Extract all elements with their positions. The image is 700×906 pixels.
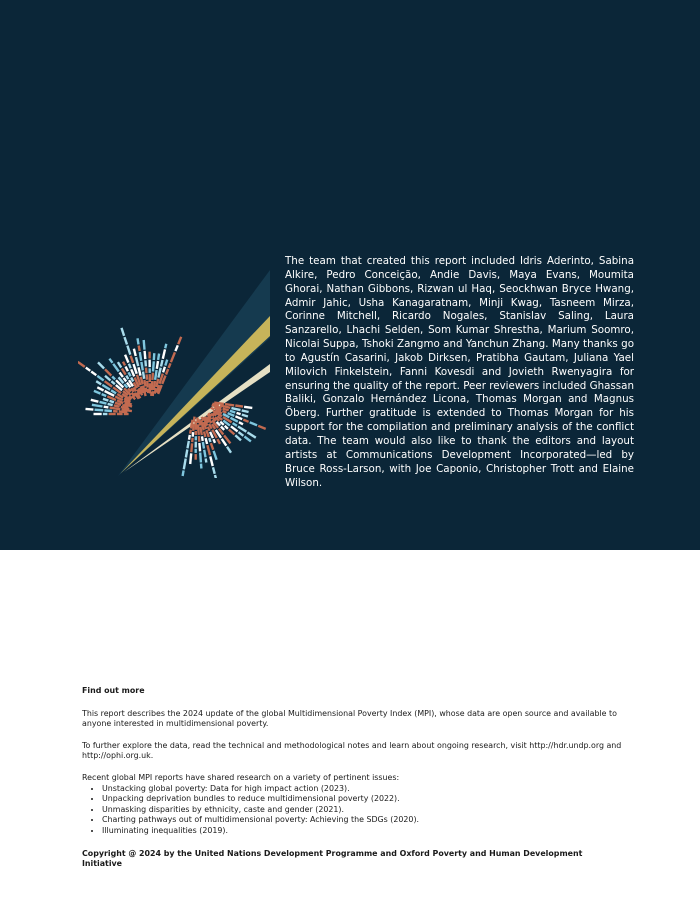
decorative-bar (94, 391, 101, 394)
decorative-bar (91, 372, 96, 376)
decorative-bar (210, 456, 212, 466)
decorative-bar (184, 459, 186, 470)
decorative-bar (221, 427, 224, 430)
decorative-bar (207, 445, 210, 455)
decorative-bar (169, 363, 171, 368)
decorative-bar (230, 411, 235, 413)
decorative-bar (124, 378, 127, 382)
decorative-bar (175, 345, 177, 351)
decorative-bar (244, 437, 251, 442)
decorative-bar (78, 362, 85, 367)
decorative-bar (97, 376, 103, 381)
decorative-bar (200, 453, 201, 463)
decorative-bar (204, 432, 205, 437)
decorative-bar (129, 372, 131, 376)
list-item: • Charting pathways out of multidimensional poverty: Achieving the SDGs (2020). (102, 815, 622, 826)
decorative-bar (95, 410, 104, 411)
decorative-bar (139, 346, 140, 351)
decorative-bar (143, 372, 144, 379)
decorative-bar (206, 430, 208, 437)
decorative-bar (129, 364, 131, 369)
decorative-bar (161, 360, 163, 367)
decorative-bar (86, 368, 91, 371)
find-out-more-section (82, 686, 622, 881)
decorative-bar (118, 362, 121, 367)
decorative-bar (233, 423, 237, 426)
explore-paragraph: To further explore the data, read the technical and methodological notes and learn about ongoing research, visit http://hdr.undp.org and http://ophi.org.uk. (82, 740, 622, 761)
decorative-bar (127, 346, 130, 355)
decorative-bar (208, 427, 210, 431)
decorative-bar (124, 384, 127, 388)
recent-reports-list (82, 784, 622, 837)
decorative-bar (105, 369, 111, 375)
decorative-bar (110, 408, 121, 410)
decorative-bar (194, 417, 195, 423)
decorative-bar (225, 426, 228, 429)
decorative-bar (235, 435, 241, 440)
decorative-bar (141, 377, 143, 385)
decorative-bar (96, 381, 101, 384)
decorative-bar (202, 436, 203, 441)
decorative-bar (217, 439, 220, 444)
decorative-bar (134, 364, 137, 374)
decorative-bar (223, 411, 227, 413)
decorative-bar (86, 409, 94, 410)
decorative-bar (225, 404, 234, 405)
decorative-bar (239, 432, 244, 436)
list-item: • Unmasking disparities by ethnicity, caste and gender (2021). (102, 805, 622, 816)
copyright-notice: Copyright @ 2024 by the United Nations Development Programme and Oxford Poverty and Human Development Initiative (82, 848, 583, 869)
find-out-more-heading: Find out more (82, 686, 145, 695)
decorative-bar (206, 438, 208, 444)
decorative-bar (140, 352, 141, 361)
decorative-bar (204, 450, 205, 458)
decorative-bar (199, 419, 200, 425)
decorative-bar (227, 447, 231, 453)
decorative-bar (198, 424, 199, 435)
decorative-bar (91, 400, 99, 402)
decorative-bar (239, 422, 243, 424)
decorative-bar (100, 402, 107, 404)
decorative-bar (125, 337, 128, 344)
decorative-bar (114, 405, 120, 406)
decorative-bar (158, 368, 160, 378)
decorative-bar (108, 404, 113, 405)
decorative-bar (229, 430, 235, 435)
decorative-bar (102, 394, 107, 396)
decorative-bar (136, 357, 138, 366)
decorative-bar (247, 432, 255, 437)
decorative-bar (125, 355, 128, 363)
decorative-bar (210, 432, 213, 438)
decorative-bar (105, 376, 111, 381)
decorative-bar (190, 453, 191, 464)
decorative-bar (144, 380, 145, 387)
decorative-bar (104, 410, 112, 411)
decorative-bar (223, 409, 229, 411)
decorative-bar (155, 388, 156, 394)
decorative-bar (147, 374, 148, 379)
decorative-burst-illustration (78, 268, 274, 478)
decorative-bar (111, 390, 116, 393)
decorative-bar (206, 459, 207, 463)
decorative-bar (98, 362, 104, 368)
decorative-bar (131, 369, 134, 376)
decorative-bar (191, 443, 192, 452)
decorative-bar (235, 406, 243, 407)
decorative-bar (146, 388, 147, 392)
decorative-bar (122, 410, 132, 412)
decorative-bar (200, 427, 201, 435)
decorative-bar (165, 360, 167, 366)
decorative-bar (222, 439, 227, 446)
decorative-bar (231, 408, 240, 410)
decorative-bar (97, 387, 103, 390)
decorative-bar (193, 424, 194, 431)
decorative-bar (109, 359, 112, 363)
decorative-bar (113, 364, 119, 372)
decorative-bar (131, 377, 133, 381)
decorative-bar (190, 430, 191, 434)
decorative-bar (126, 367, 128, 372)
decorative-bar (171, 352, 175, 362)
decorative-bar (199, 443, 200, 451)
decorative-bar (104, 407, 109, 408)
decorative-bar (203, 442, 204, 449)
recent-reports-intro: Recent global MPI reports have shared research on a variety of pertinent issues: (82, 772, 400, 782)
decorative-bar (238, 427, 246, 432)
decorative-bar (110, 401, 114, 402)
decorative-bar (111, 381, 115, 384)
decorative-bar (153, 361, 154, 371)
decorative-bar (215, 475, 216, 478)
decorative-bar (122, 328, 125, 336)
decorative-bar (103, 399, 108, 401)
decorative-bar (134, 349, 136, 356)
decorative-bar (158, 354, 159, 360)
decorative-bar (145, 351, 146, 359)
decorative-bar (191, 420, 193, 429)
decorative-bar (213, 439, 215, 443)
decorative-bar (120, 373, 123, 378)
decorative-bar (209, 438, 210, 442)
decorative-bar (153, 391, 154, 396)
decorative-bar (220, 422, 224, 425)
decorative-bar (163, 367, 165, 373)
decorative-bar (138, 338, 139, 344)
decorative-bar (258, 426, 266, 429)
decorative-bar (146, 368, 147, 374)
decorative-bar (123, 362, 125, 366)
intro-paragraph: This report describes the 2024 update of the global Multidimensional Poverty Index (MPI), whose data are open source and available to anyone interested in multidimensional poverty. (82, 708, 617, 729)
decorative-bar (183, 470, 184, 476)
acknowledgements-text: The team that created this report included Idris Aderinto, Sabina Alkire, Pedro Conceição, Andie Davis, Maya Evans, Moumita Ghorai, Nathan Gibbons, Rizwan ul Haq, Seockhwan Bryce Hwang, Admir Jahic, Usha Kanagaratnam, Minji Kwag, Tasneem Mirza, Corinne Mitchell, Ricardo Nogales, Stanislav Saling, Laura Sanzarello, Lhachi Selden, Som Kumar Shrestha, Marium Soomro, Nicolai Suppa, Tshoki Zangmo and Yanchun Zhang. Many thanks go to Agustín Casarini, Jakob Dirksen, Pratibha Gautam, Juliana Yael Milovich Finkelstein, Fanni Kovesdi and Jovieth Rwenyagira for ensuring the quality of the report. Peer reviewers included Ghassan Baliki, Gonzalo Hernández Licona, Thomas Morgan and Magnus Öberg. Further gratitude is extended to Thomas Morgan for his support for the compilation and preliminary analysis of the conflict data. The team would also like to thank the editors and layout artists at Communications Development Incorporated—led by Bruce Ross-Larson, with Joe Caponio, Christopher Trott and Elaine Wilson. (285, 255, 634, 489)
list-item: • Unstacking global poverty: Data for high impact action (2023). (102, 784, 622, 795)
decorative-bar (144, 340, 145, 350)
decorative-bar (92, 405, 103, 407)
list-item: • Illuminating inequalities (2019). (102, 826, 622, 837)
decorative-bar (228, 413, 235, 416)
decorative-bar (139, 367, 141, 375)
decorative-bar (211, 443, 213, 450)
decorative-bar (122, 369, 126, 375)
decorative-bar (154, 353, 155, 360)
decorative-bar (157, 361, 158, 369)
decorative-bar (235, 416, 242, 419)
decorative-bar (250, 422, 257, 425)
decorative-bar (186, 450, 187, 458)
decorative-bar (112, 377, 115, 380)
decorative-bar (237, 413, 241, 414)
decorative-bar (165, 344, 166, 349)
decorative-bar (163, 349, 165, 358)
decorative-bar (244, 407, 252, 408)
decorative-bar (126, 376, 128, 380)
decorative-bar (166, 369, 168, 375)
decorative-bar (211, 408, 215, 410)
list-item: • Unpacking deprivation bundles to reduce multidimensional poverty (2022). (102, 794, 622, 805)
decorative-bar (189, 435, 190, 440)
decorative-bar (131, 356, 133, 363)
decorative-bar (242, 415, 248, 417)
decorative-bar (242, 410, 249, 412)
decorative-bar (243, 420, 248, 422)
decorative-bar (147, 381, 148, 388)
decorative-bar (152, 373, 153, 380)
decorative-bar (178, 337, 181, 344)
decorative-bar (213, 467, 215, 474)
decorative-bar (155, 370, 157, 380)
decorative-bar (141, 362, 142, 371)
decorative-bar (214, 451, 217, 460)
decorative-bar (152, 381, 153, 390)
decorative-bar (188, 441, 189, 448)
decorative-bar (145, 360, 146, 366)
decorative-bar (119, 412, 128, 413)
